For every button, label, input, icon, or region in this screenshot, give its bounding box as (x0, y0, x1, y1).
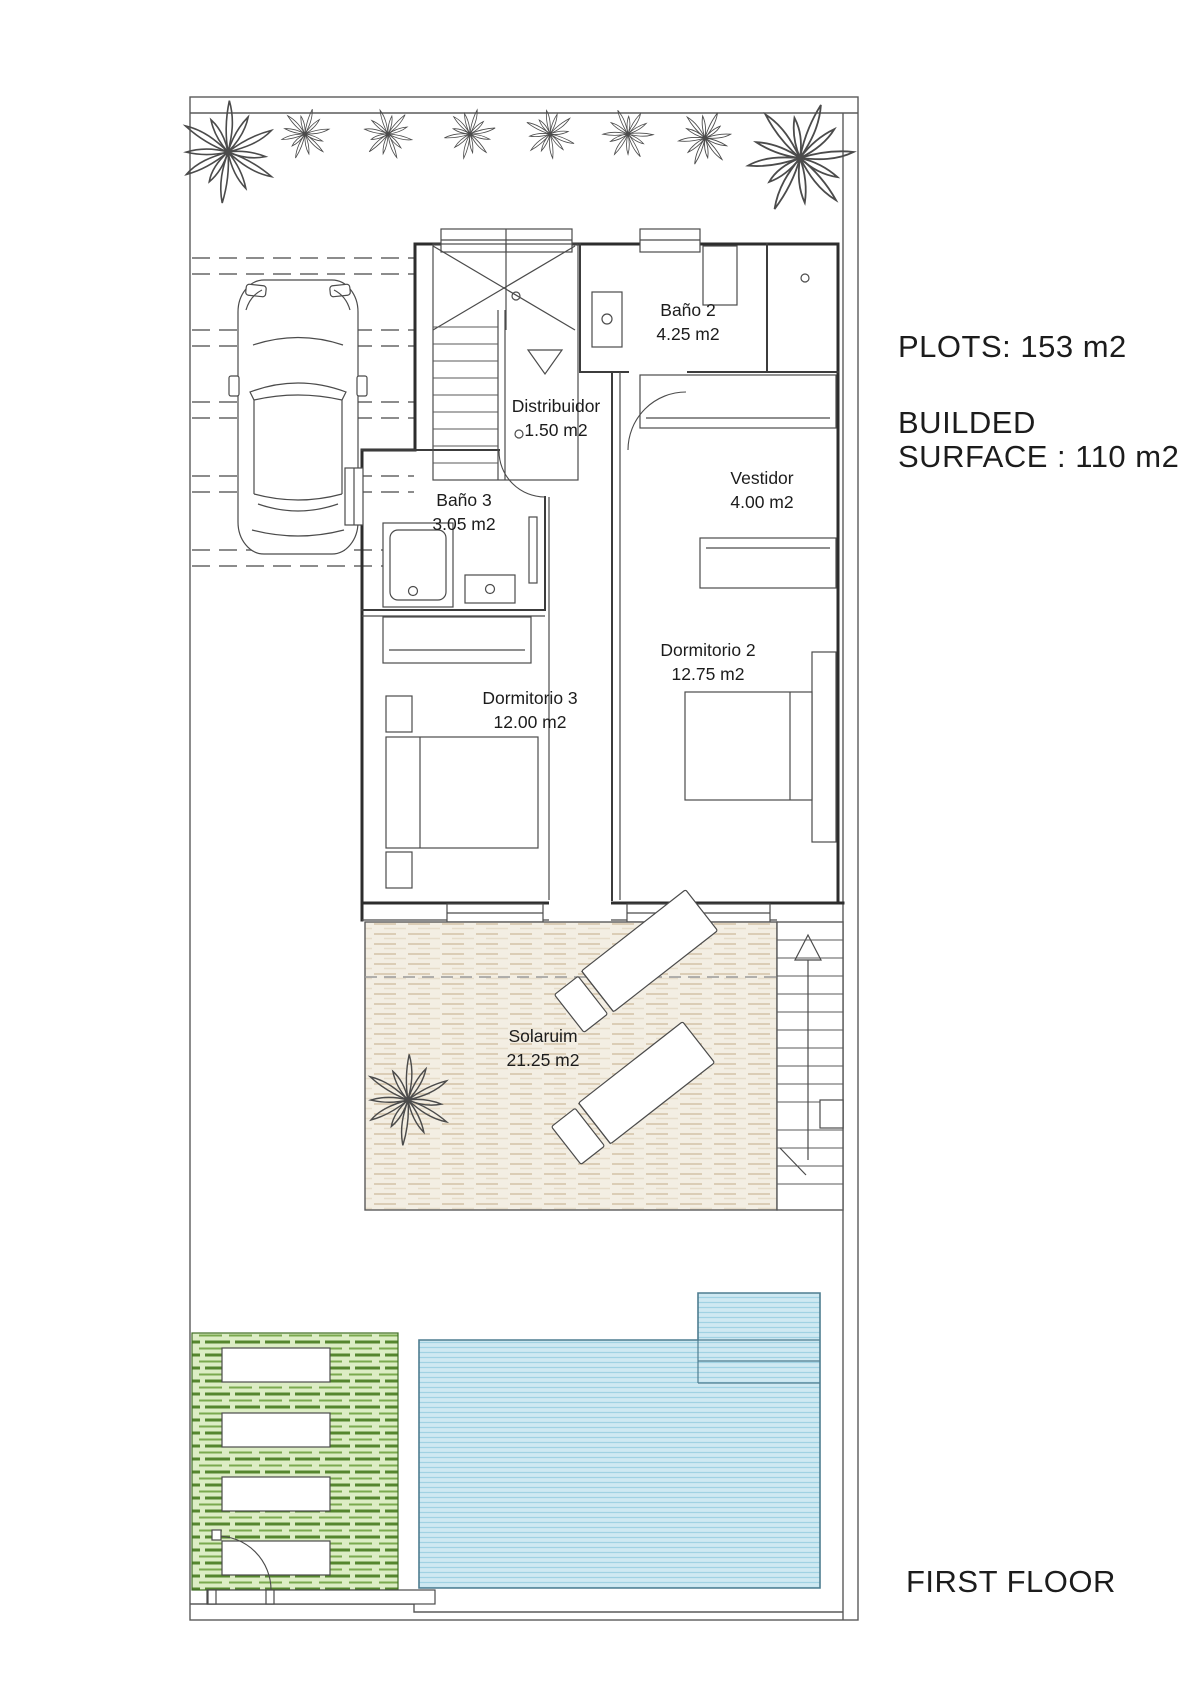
palm-plant (439, 106, 501, 163)
palm-plant (595, 101, 660, 168)
planter (222, 1348, 330, 1382)
label-vestidor-area: 4.00 m2 (730, 492, 794, 512)
interior-staircase (433, 244, 578, 480)
entry-walkway (207, 1590, 435, 1604)
side-annotations (898, 329, 1179, 1599)
label-bano2-name: Baño 2 (660, 300, 716, 320)
label-vestidor-name: Vestidor (730, 468, 794, 488)
label-dormitorio2-name: Dormitorio 2 (660, 640, 756, 660)
stair-treads (433, 327, 498, 463)
label-distribuidor-area: 1.50 m2 (524, 420, 588, 440)
solarium (365, 890, 843, 1210)
swimming-pool (419, 1293, 820, 1588)
builded-annotation-line1: BUILDED (898, 405, 1036, 440)
palm-plant (354, 100, 422, 168)
plant-row (184, 88, 867, 229)
label-distribuidor-name: Distribuidor (511, 396, 601, 416)
planter (222, 1541, 330, 1575)
label-dormitorio2-area: 12.75 m2 (671, 664, 745, 684)
label-solarium-area: 21.25 m2 (506, 1050, 580, 1070)
label-bano3-area: 3.05 m2 (432, 514, 496, 534)
planter (222, 1477, 330, 1511)
label-dormitorio3-area: 12.00 m2 (493, 712, 567, 732)
label-solarium-name: Solaruim (508, 1026, 578, 1046)
label-bano2-area: 4.25 m2 (656, 324, 720, 344)
palm-plant-large (734, 88, 866, 229)
planter (222, 1413, 330, 1447)
lawn-area (192, 1333, 435, 1604)
label-bano3-name: Baño 3 (436, 490, 492, 510)
floor-title: FIRST FLOOR (906, 1564, 1116, 1599)
label-dormitorio3-name: Dormitorio 3 (482, 688, 578, 708)
dormitorio3-furniture (383, 617, 538, 888)
plots-annotation: PLOTS: 153 m2 (898, 329, 1127, 364)
palm-plant-large (184, 101, 273, 204)
builded-annotation-line2: SURFACE : 110 m2 (898, 439, 1180, 474)
